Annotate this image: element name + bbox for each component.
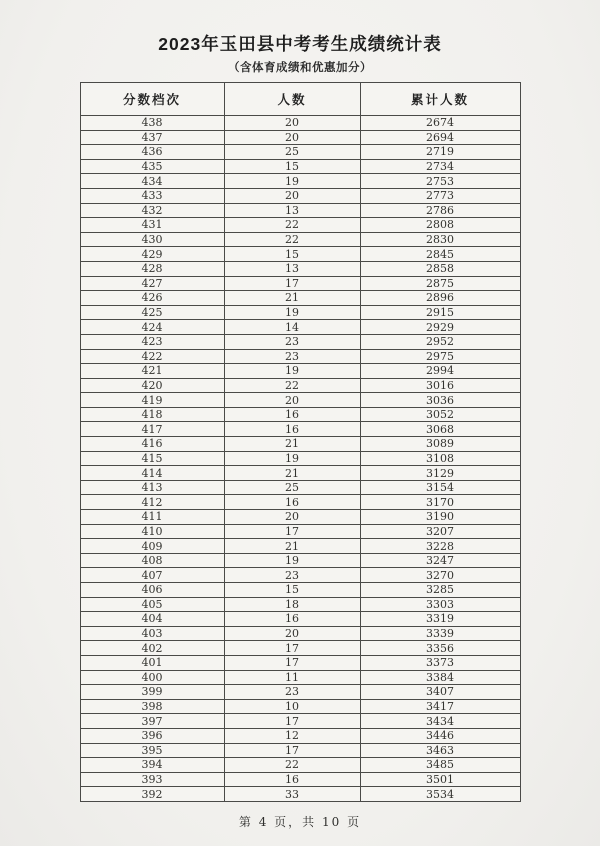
count-cell: 22 (224, 378, 360, 393)
table-row (80, 407, 520, 422)
cumulative-count-cell: 2994 (360, 364, 520, 379)
table-row (80, 685, 520, 700)
count-cell: 20 (224, 393, 360, 408)
count-cell: 19 (224, 451, 360, 466)
score-level-cell: 398 (80, 699, 224, 714)
score-level-cell: 432 (80, 203, 224, 218)
score-level-cell: 408 (80, 553, 224, 568)
score-level-cell: 406 (80, 583, 224, 598)
page-title: 2023年玉田县中考考生成绩统计表 (158, 34, 442, 54)
score-level-cell: 413 (80, 480, 224, 495)
score-level-cell: 429 (80, 247, 224, 262)
count-cell: 23 (224, 334, 360, 349)
table-row (80, 276, 520, 291)
score-level-cell: 405 (80, 597, 224, 612)
count-cell: 17 (224, 524, 360, 539)
count-cell: 22 (224, 758, 360, 773)
count-cell: 20 (224, 116, 360, 131)
count-cell: 25 (224, 145, 360, 160)
cumulative-count-cell: 3463 (360, 743, 520, 758)
table-row (80, 159, 520, 174)
score-level-cell: 393 (80, 772, 224, 787)
cumulative-count-cell: 3384 (360, 670, 520, 685)
cumulative-count-cell: 2875 (360, 276, 520, 291)
cumulative-count-cell: 3170 (360, 495, 520, 510)
count-cell: 21 (224, 437, 360, 452)
score-level-cell: 415 (80, 451, 224, 466)
cumulative-count-cell: 2929 (360, 320, 520, 335)
count-cell: 33 (224, 787, 360, 802)
count-cell: 16 (224, 612, 360, 627)
count-cell: 19 (224, 305, 360, 320)
count-cell: 25 (224, 480, 360, 495)
cumulative-count-cell: 3108 (360, 451, 520, 466)
score-level-cell: 436 (80, 145, 224, 160)
count-cell: 17 (224, 641, 360, 656)
score-level-cell: 412 (80, 495, 224, 510)
score-level-cell: 421 (80, 364, 224, 379)
count-cell: 23 (224, 349, 360, 364)
score-level-cell: 430 (80, 232, 224, 247)
cumulative-count-cell: 2786 (360, 203, 520, 218)
table-row (80, 145, 520, 160)
count-cell: 15 (224, 159, 360, 174)
table-row (80, 247, 520, 262)
table-row (80, 334, 520, 349)
table-row (80, 130, 520, 145)
table-row (80, 320, 520, 335)
score-level-cell: 414 (80, 466, 224, 481)
table-row (80, 772, 520, 787)
score-level-cell: 433 (80, 188, 224, 203)
cumulative-count-cell: 3339 (360, 626, 520, 641)
cumulative-count-cell: 3270 (360, 568, 520, 583)
count-cell: 20 (224, 626, 360, 641)
count-cell: 15 (224, 247, 360, 262)
score-level-cell: 431 (80, 218, 224, 233)
count-cell: 22 (224, 218, 360, 233)
cumulative-count-cell: 3417 (360, 699, 520, 714)
count-cell: 21 (224, 466, 360, 481)
table-row (80, 728, 520, 743)
table-row (80, 655, 520, 670)
count-cell: 23 (224, 568, 360, 583)
table-row (80, 305, 520, 320)
count-cell: 19 (224, 364, 360, 379)
table-row (80, 349, 520, 364)
cumulative-count-cell: 2808 (360, 218, 520, 233)
score-level-cell: 392 (80, 787, 224, 802)
table-row (80, 393, 520, 408)
cumulative-count-cell: 3089 (360, 437, 520, 452)
score-level-cell: 394 (80, 758, 224, 773)
count-cell: 16 (224, 407, 360, 422)
table-row (80, 699, 520, 714)
cumulative-count-cell: 2975 (360, 349, 520, 364)
count-cell: 18 (224, 597, 360, 612)
score-table (80, 82, 521, 802)
count-cell: 17 (224, 743, 360, 758)
cumulative-count-cell: 2694 (360, 130, 520, 145)
score-level-cell: 425 (80, 305, 224, 320)
score-level-cell: 400 (80, 670, 224, 685)
page-footer: 第 4 页，共 10 页 (238, 815, 362, 829)
score-level-cell: 399 (80, 685, 224, 700)
score-table-body (80, 116, 520, 802)
table-row (80, 758, 520, 773)
cumulative-count-cell: 3285 (360, 583, 520, 598)
table-row (80, 116, 520, 131)
count-cell: 20 (224, 130, 360, 145)
cumulative-count-cell: 3016 (360, 378, 520, 393)
score-level-cell: 417 (80, 422, 224, 437)
cumulative-count-cell: 3446 (360, 728, 520, 743)
cumulative-count-cell: 3356 (360, 641, 520, 656)
score-level-cell: 420 (80, 378, 224, 393)
count-cell: 17 (224, 714, 360, 729)
cumulative-count-cell: 2719 (360, 145, 520, 160)
table-row (80, 568, 520, 583)
score-level-cell: 428 (80, 261, 224, 276)
cumulative-count-cell: 3154 (360, 480, 520, 495)
count-cell: 23 (224, 685, 360, 700)
cumulative-count-cell: 3068 (360, 422, 520, 437)
count-cell: 13 (224, 261, 360, 276)
table-row (80, 495, 520, 510)
table-row (80, 378, 520, 393)
cumulative-count-cell: 2830 (360, 232, 520, 247)
table-row (80, 422, 520, 437)
score-level-cell: 411 (80, 510, 224, 525)
count-cell: 21 (224, 539, 360, 554)
cumulative-count-cell: 3485 (360, 758, 520, 773)
count-cell: 16 (224, 422, 360, 437)
count-cell: 16 (224, 772, 360, 787)
score-level-cell: 422 (80, 349, 224, 364)
score-level-cell: 416 (80, 437, 224, 452)
score-level-cell: 410 (80, 524, 224, 539)
table-row (80, 437, 520, 452)
count-cell: 12 (224, 728, 360, 743)
cumulative-count-cell: 3036 (360, 393, 520, 408)
score-level-cell: 397 (80, 714, 224, 729)
count-cell: 13 (224, 203, 360, 218)
table-row (80, 583, 520, 598)
count-cell: 17 (224, 655, 360, 670)
score-level-cell: 418 (80, 407, 224, 422)
score-level-cell: 395 (80, 743, 224, 758)
table-row (80, 261, 520, 276)
score-level-cell: 401 (80, 655, 224, 670)
count-cell: 22 (224, 232, 360, 247)
cumulative-count-cell: 3303 (360, 597, 520, 612)
score-level-cell: 426 (80, 291, 224, 306)
cumulative-count-cell: 2952 (360, 334, 520, 349)
score-level-cell: 404 (80, 612, 224, 627)
count-cell: 19 (224, 174, 360, 189)
count-cell: 21 (224, 291, 360, 306)
count-cell: 10 (224, 699, 360, 714)
score-level-cell: 403 (80, 626, 224, 641)
score-level-cell: 427 (80, 276, 224, 291)
cumulative-count-cell: 2845 (360, 247, 520, 262)
count-cell: 14 (224, 320, 360, 335)
count-cell: 17 (224, 276, 360, 291)
table-row (80, 203, 520, 218)
score-level-cell: 423 (80, 334, 224, 349)
count-cell: 15 (224, 583, 360, 598)
page-subtitle: （含体育成绩和优惠加分） (228, 62, 372, 74)
score-level-cell: 435 (80, 159, 224, 174)
table-row (80, 597, 520, 612)
count-cell: 16 (224, 495, 360, 510)
cumulative-count-cell: 2674 (360, 116, 520, 131)
count-cell: 20 (224, 510, 360, 525)
score-level-cell: 424 (80, 320, 224, 335)
table-row (80, 524, 520, 539)
header-score-level: 分数档次 (80, 83, 224, 116)
table-row (80, 188, 520, 203)
score-level-cell: 402 (80, 641, 224, 656)
cumulative-count-cell: 3373 (360, 655, 520, 670)
score-level-cell: 409 (80, 539, 224, 554)
table-row (80, 787, 520, 802)
cumulative-count-cell: 3407 (360, 685, 520, 700)
cumulative-count-cell: 3434 (360, 714, 520, 729)
cumulative-count-cell: 3190 (360, 510, 520, 525)
cumulative-count-cell: 3501 (360, 772, 520, 787)
table-row (80, 232, 520, 247)
count-cell: 20 (224, 188, 360, 203)
table-row (80, 553, 520, 568)
table-row (80, 480, 520, 495)
score-level-cell: 419 (80, 393, 224, 408)
cumulative-count-cell: 2773 (360, 188, 520, 203)
cumulative-count-cell: 2753 (360, 174, 520, 189)
table-row (80, 670, 520, 685)
score-level-cell: 407 (80, 568, 224, 583)
cumulative-count-cell: 2858 (360, 261, 520, 276)
count-cell: 11 (224, 670, 360, 685)
cumulative-count-cell: 2896 (360, 291, 520, 306)
table-row (80, 174, 520, 189)
count-cell: 19 (224, 553, 360, 568)
table-row (80, 364, 520, 379)
table-row (80, 626, 520, 641)
table-row (80, 510, 520, 525)
score-level-cell: 434 (80, 174, 224, 189)
table-row (80, 218, 520, 233)
table-row (80, 451, 520, 466)
table-row (80, 612, 520, 627)
table-row (80, 743, 520, 758)
table-row (80, 466, 520, 481)
cumulative-count-cell: 2734 (360, 159, 520, 174)
cumulative-count-cell: 3228 (360, 539, 520, 554)
cumulative-count-cell: 3129 (360, 466, 520, 481)
table-row (80, 539, 520, 554)
score-level-cell: 437 (80, 130, 224, 145)
table-row (80, 641, 520, 656)
table-header-row (80, 83, 520, 116)
score-level-cell: 396 (80, 728, 224, 743)
score-level-cell: 438 (80, 116, 224, 131)
cumulative-count-cell: 3319 (360, 612, 520, 627)
table-row (80, 291, 520, 306)
header-count: 人数 (224, 83, 360, 116)
cumulative-count-cell: 3534 (360, 787, 520, 802)
table-row (80, 714, 520, 729)
cumulative-count-cell: 3052 (360, 407, 520, 422)
cumulative-count-cell: 2915 (360, 305, 520, 320)
cumulative-count-cell: 3247 (360, 553, 520, 568)
cumulative-count-cell: 3207 (360, 524, 520, 539)
header-cumulative-count: 累计人数 (360, 83, 520, 116)
